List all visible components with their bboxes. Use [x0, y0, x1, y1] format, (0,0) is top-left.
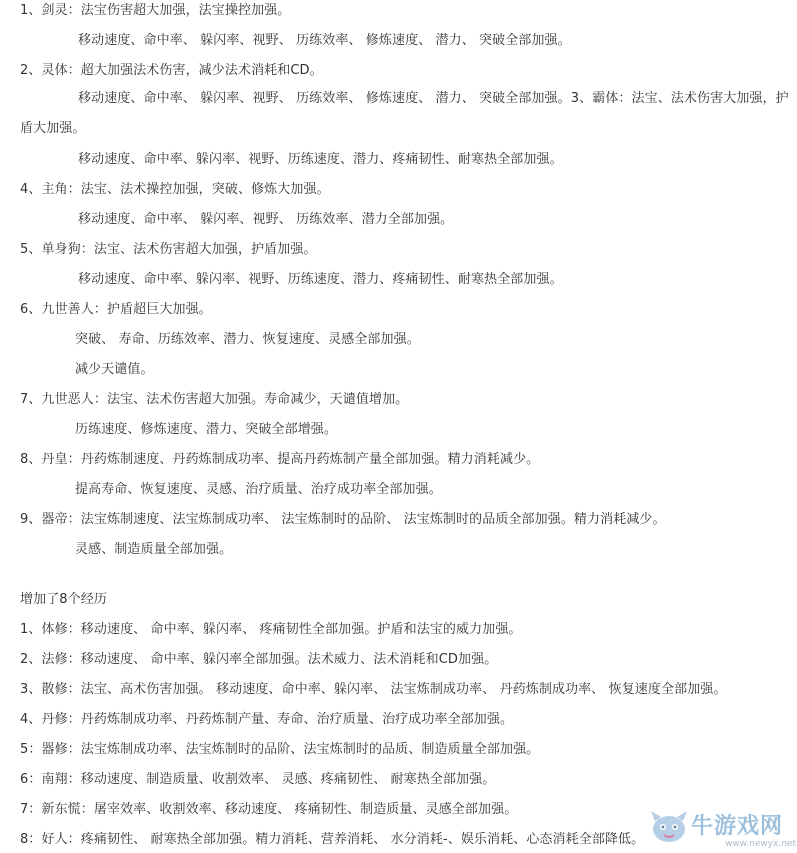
paragraph-4-title: 4、主角：法宝、法术操控加强，突破、修炼大加强。 — [20, 182, 330, 197]
paragraph-9-title: 9、器帝：法宝炼制速度、法宝炼制成功率、 法宝炼制时的品阶、 法宝炼制时的品质全部加强。精力消耗减少。 — [20, 512, 666, 527]
paragraph-5-detail: 移动速度、命中率、躲闪率、视野、历练速度、潜力、疼痛韧性、耐寒热全部加强。 — [78, 272, 563, 287]
site-watermark — [647, 805, 797, 853]
paragraph-6-detail: 突破、 寿命、历练效率、潜力、恢复速度、灵感全部加强。 — [75, 332, 420, 347]
paragraph-8-detail: 提高寿命、恢复速度、灵感、治疗质量、治疗成功率全部加强。 — [75, 482, 442, 497]
paragraph-3-detail: 移动速度、命中率、躲闪率、视野、历练速度、潜力、疼痛韧性、耐寒热全部加强。 — [78, 152, 563, 167]
paragraph-2-title: 2、灵体：超大加强法术伤害，减少法术消耗和CD。 — [20, 63, 323, 78]
experience-item-6: 6：南翔：移动速度、制造质量、收割效率、 灵感、疼痛韧性、 耐寒热全部加强。 — [20, 772, 496, 787]
paragraph-9-detail: 灵感、制造质量全部加强。 — [75, 542, 233, 557]
paragraph-6-title: 6、九世善人：护盾超巨大加强。 — [20, 302, 212, 317]
watermark-brand: 牛游戏网 — [691, 814, 784, 839]
paragraph-8-title: 8、丹皇：丹药炼制速度、丹药炼制成功率、提高丹药炼制产量全部加强。精力消耗减少。 — [20, 452, 540, 467]
experience-item-3: 3、散修：法宝、高术伤害加强。 移动速度、命中率、躲闪率、 法宝炼制成功率、 丹药炼制成功率、 恢复速度全部加强。 — [20, 682, 727, 697]
experience-item-7: 7：新东慌：屠宰效率、收割效率、移动速度、 疼痛韧性、制造质量、灵感全部加强。 — [20, 802, 518, 817]
paragraph-4-detail: 移动速度、命中率、 躲闪率、视野、 历练效率、潜力全部加强。 — [78, 212, 454, 227]
paragraph-2-detail: 移动速度、命中率、 躲闪率、视野、 历练效率、 修炼速度、 潜力、 突破全部加强。3、霸体：法宝、法术伤害大加强，护盾大加强。 — [20, 91, 789, 136]
paragraph-7-title: 7、九世恶人：法宝、法术伤害超大加强。寿命减少，天谴值增加。 — [20, 392, 409, 407]
watermark-url: www.newyx.net — [725, 839, 797, 849]
paragraph-1-detail: 移动速度、命中率、 躲闪率、视野、 历练效率、 修炼速度、 潜力、 突破全部加强。 — [78, 33, 571, 48]
experience-item-8: 8：好人：疼痛韧性、 耐寒热全部加强。精力消耗、营养消耗、 水分消耗-、娱乐消耗、心态消耗全部降低。 — [20, 832, 645, 847]
experience-item-5: 5：器修：法宝炼制成功率、法宝炼制时的品阶、法宝炼制时的品质、制造质量全部加强。 — [20, 742, 540, 757]
experience-item-2: 2、法修：移动速度、 命中率、躲闪率全部加强。法术威力、法术消耗和CD加强。 — [20, 652, 498, 667]
paragraph-7-detail: 历练速度、修炼速度、潜力、突破全部增强。 — [75, 422, 338, 437]
paragraph-1-title: 1、剑灵：法宝伤害超大加强，法宝操控加强。 — [20, 3, 291, 18]
experience-item-4: 4、丹修：丹药炼制成功率、丹药炼制产量、寿命、治疗质量、治疗成功率全部加强。 — [20, 712, 514, 727]
paragraph-6-note: 减少天谴值。 — [75, 362, 154, 377]
mascot-logo-icon — [647, 807, 691, 847]
experience-item-1: 1、体修：移动速度、 命中率、躲闪率、 疼痛韧性全部加强。护盾和法宝的威力加强。 — [20, 622, 522, 637]
section-heading: 增加了8个经历 — [20, 592, 107, 607]
paragraph-5-title: 5、单身狗：法宝、法术伤害超大加强，护盾加强。 — [20, 242, 317, 257]
